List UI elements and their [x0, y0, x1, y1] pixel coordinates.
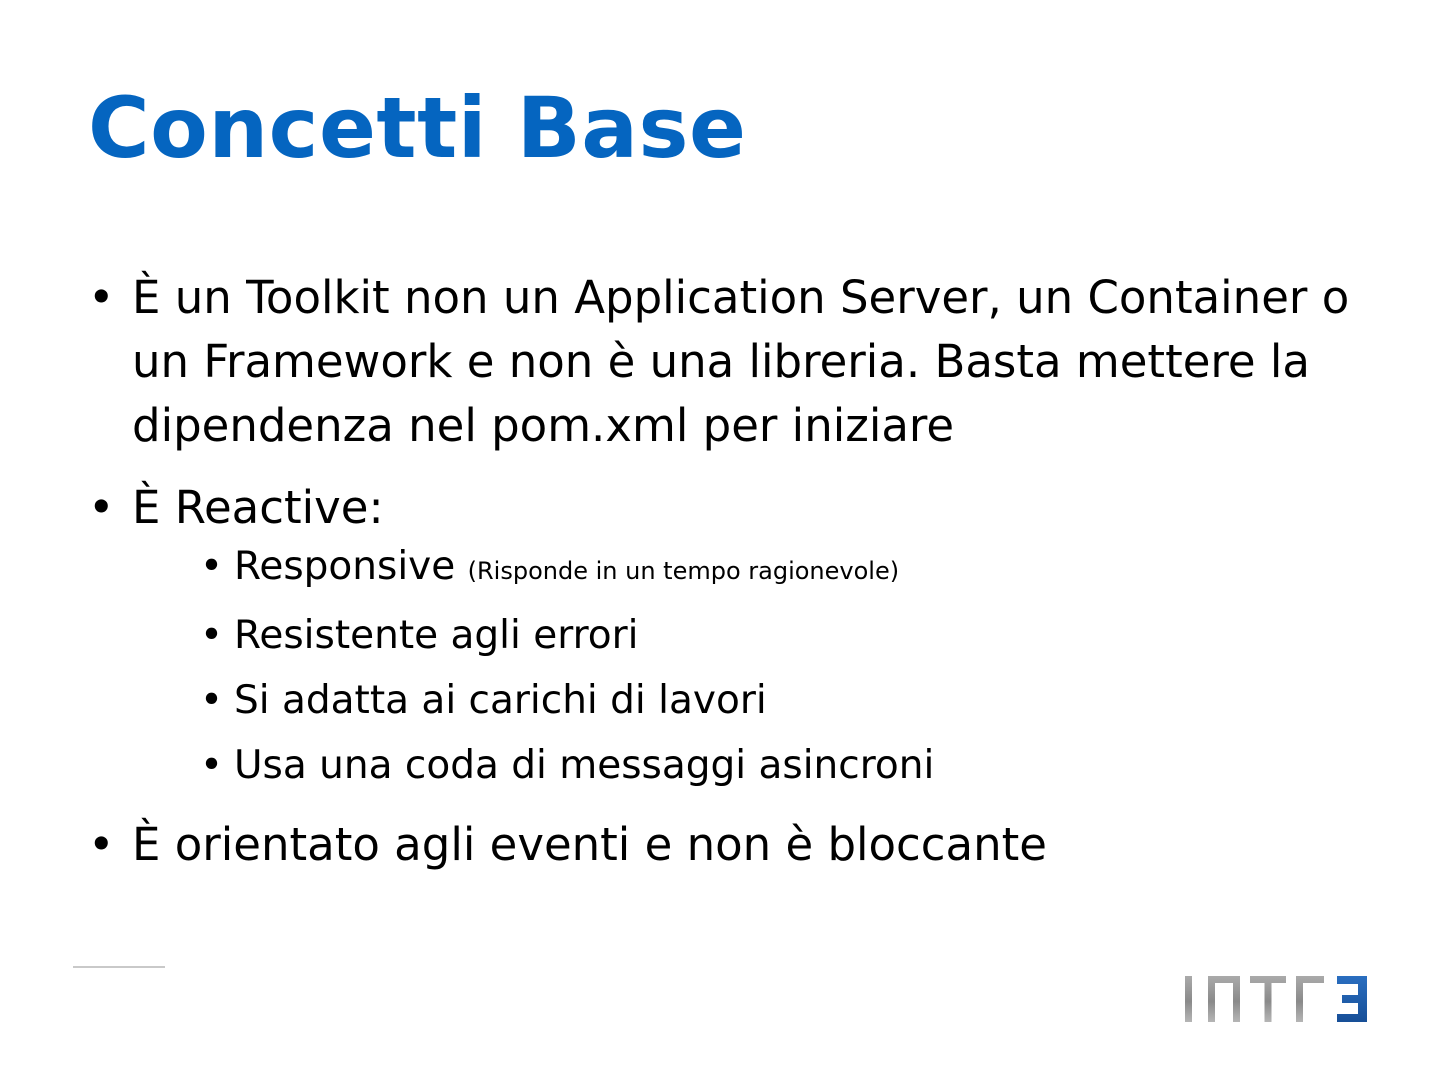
sub-bullet-list [132, 542, 1378, 791]
bullet-item [88, 266, 1378, 458]
bullet-list [88, 266, 1378, 877]
sub-bullet-text: Resistente agli errori [234, 613, 639, 658]
logo-letter-n [1208, 976, 1240, 1022]
sub-bullet-item [132, 542, 1378, 596]
slide-title: Concetti Base [88, 79, 747, 177]
logo-letter-r [1296, 976, 1324, 1022]
logo-letter-t [1250, 976, 1286, 1022]
sub-bullet-text: Usa una coda di messaggi asincroni [234, 743, 935, 788]
intr3-logo [1184, 974, 1368, 1026]
bullet-text: È orientato agli eventi e non è bloccante [132, 818, 1047, 871]
logo-letter-i [1185, 976, 1192, 1022]
bullet-text: È un Toolkit non un Application Server, un Container o un Framework e non è una libreria. Basta mettere la dipendenza nel pom.xml per iniziare [132, 271, 1350, 452]
sub-bullet-item [132, 611, 1378, 661]
bullet-item [88, 476, 1378, 791]
bullet-item [88, 813, 1378, 877]
logo-digit-3 [1337, 976, 1367, 1022]
bullet-text: È Reactive: [132, 481, 384, 534]
sub-bullet-item [132, 676, 1378, 726]
sub-bullet-text: Si adatta ai carichi di lavori [234, 678, 767, 723]
footer-divider [73, 966, 165, 968]
sub-bullet-note: (Risponde in un tempo ragionevole) [467, 557, 900, 585]
sub-bullet-text: Responsive [234, 544, 456, 589]
sub-bullet-item [132, 741, 1378, 791]
